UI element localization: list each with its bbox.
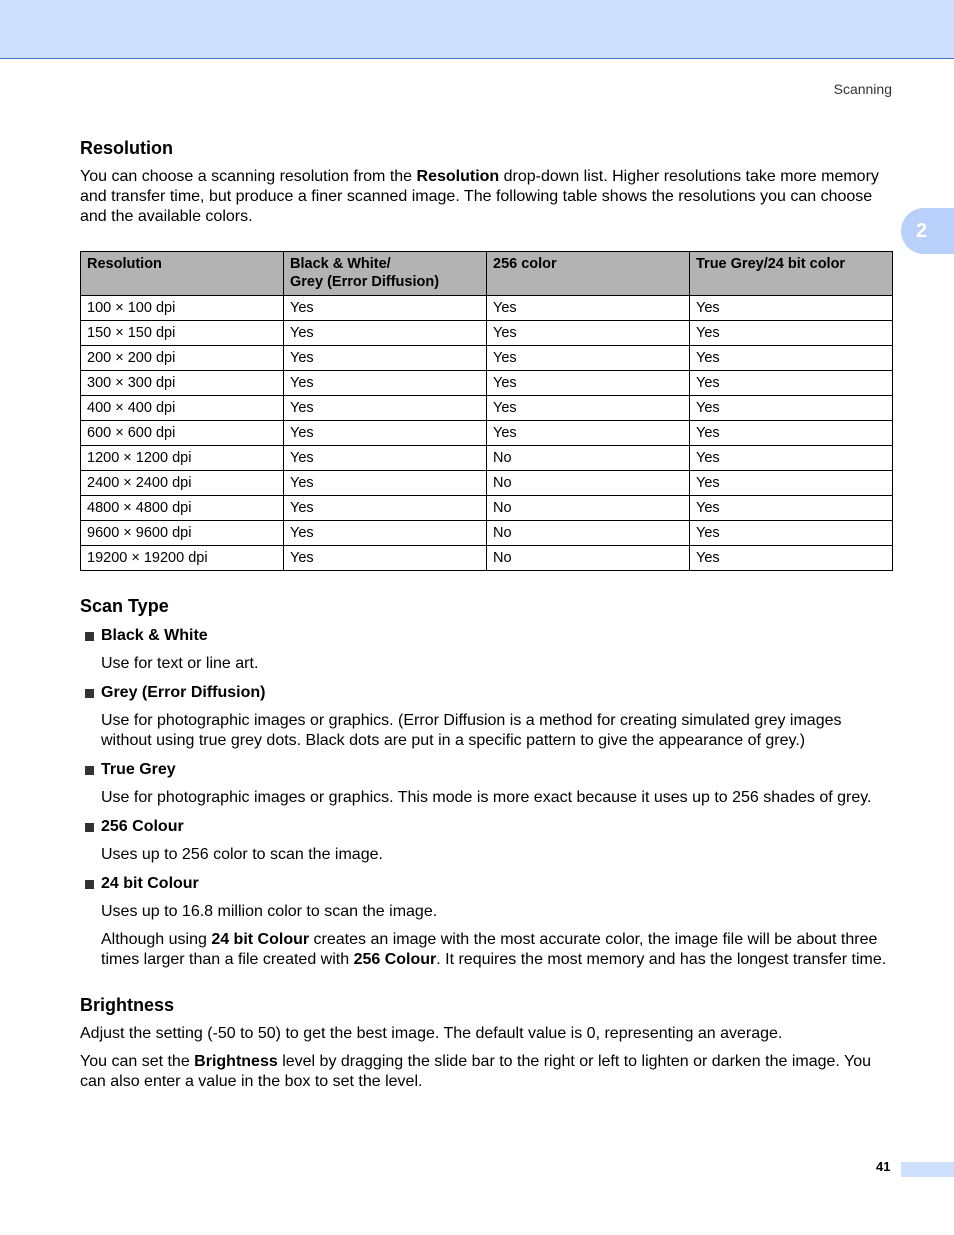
note-text-2: creates an image with the most accurate color, the image file will be about three times larger than a file created with [101, 931, 878, 968]
brightness-p2-text-2: level by dragging the slide bar to the right or left to lighten or darken the image. You can also enter a value in the box to set the level. [80, 1053, 872, 1090]
cell-true-grey: Yes [690, 396, 893, 421]
scan-type-24-bit-colour-note [80, 930, 892, 970]
brightness-p2-text-1: You can set the [80, 1053, 195, 1070]
cell-black-white: Yes [284, 471, 487, 496]
cell-256-color: Yes [487, 371, 690, 396]
cell-black-white: Yes [284, 446, 487, 471]
scan-type-black-white-desc: Use for text or line art. [101, 655, 259, 672]
table-header-row [81, 252, 893, 296]
cell-256-color: No [487, 521, 690, 546]
table-row [81, 521, 893, 546]
cell-black-white: Yes [284, 321, 487, 346]
page-content [80, 137, 892, 1092]
table-row [81, 496, 893, 521]
cell-black-white: Yes [284, 421, 487, 446]
cell-resolution: 300 × 300 dpi [81, 371, 284, 396]
resolution-heading: Resolution [80, 138, 173, 158]
table-row [81, 421, 893, 446]
scan-type-grey-error-diffusion: Grey (Error Diffusion) [80, 683, 892, 703]
cell-black-white: Yes [284, 371, 487, 396]
note-bold-1: 24 bit Colour [211, 931, 310, 948]
chapter-tab: 2 [901, 208, 954, 254]
cell-resolution: 2400 × 2400 dpi [81, 471, 284, 496]
scan-type-24-bit-colour: 24 bit Colour [80, 874, 892, 894]
cell-256-color: Yes [487, 396, 690, 421]
page-number: 41 [876, 1159, 891, 1174]
resolution-intro-text-1: You can choose a scanning resolution from the [80, 168, 417, 185]
table-body [81, 296, 893, 571]
scan-type-256-colour: 256 Colour [80, 817, 892, 837]
table-row [81, 321, 893, 346]
cell-true-grey: Yes [690, 546, 893, 571]
table-header-black-white [284, 252, 487, 296]
cell-256-color: Yes [487, 421, 690, 446]
cell-true-grey: Yes [690, 421, 893, 446]
cell-black-white: Yes [284, 521, 487, 546]
scan-type-true-grey-desc: Use for photographic images or graphics. This mode is more exact because it uses up to 256 shades of grey. [101, 789, 872, 806]
cell-256-color: No [487, 471, 690, 496]
cell-resolution: 200 × 200 dpi [81, 346, 284, 371]
cell-256-color: Yes [487, 346, 690, 371]
cell-black-white: Yes [284, 346, 487, 371]
running-head: Scanning [833, 81, 892, 97]
cell-true-grey: Yes [690, 471, 893, 496]
cell-true-grey: Yes [690, 296, 893, 321]
cell-true-grey: Yes [690, 521, 893, 546]
cell-true-grey: Yes [690, 321, 893, 346]
cell-resolution: 4800 × 4800 dpi [81, 496, 284, 521]
table-row [81, 546, 893, 571]
cell-256-color: Yes [487, 321, 690, 346]
note-bold-2: 256 Colour [353, 951, 437, 968]
resolution-intro [80, 167, 892, 227]
brightness-heading: Brightness [80, 995, 175, 1015]
cell-resolution: 9600 × 9600 dpi [81, 521, 284, 546]
cell-256-color: No [487, 546, 690, 571]
cell-black-white: Yes [284, 296, 487, 321]
scan-type-black-white: Black & White [80, 626, 892, 646]
note-text-1: Although using [101, 931, 212, 948]
cell-resolution: 19200 × 19200 dpi [81, 546, 284, 571]
cell-256-color: No [487, 496, 690, 521]
cell-black-white: Yes [284, 396, 487, 421]
scan-type-heading: Scan Type [80, 596, 169, 616]
table-row [81, 446, 893, 471]
table-row [81, 346, 893, 371]
table-header-bw-line2: Grey (Error Diffusion) [290, 274, 440, 290]
header-band [0, 0, 954, 59]
cell-true-grey: Yes [690, 496, 893, 521]
brightness-paragraph-2 [80, 1052, 892, 1092]
cell-black-white: Yes [284, 496, 487, 521]
table-header-256-color: 256 color [487, 252, 690, 296]
table-row [81, 296, 893, 321]
cell-256-color: Yes [487, 296, 690, 321]
resolution-table [80, 251, 893, 571]
table-header-true-grey: True Grey/24 bit color [690, 252, 893, 296]
scan-type-true-grey: True Grey [80, 760, 892, 780]
cell-true-grey: Yes [690, 371, 893, 396]
table-header-resolution: Resolution [81, 252, 284, 296]
table-row [81, 396, 893, 421]
resolution-intro-text-2: drop-down list. Higher resolutions take more memory and transfer time, but produce a finer scanned image. The following table shows the resolutions you can choose and the available colors. [80, 168, 879, 225]
cell-black-white: Yes [284, 546, 487, 571]
scan-type-24-bit-colour-desc: Uses up to 16.8 million color to scan the image. [101, 903, 438, 920]
brightness-paragraph-1: Adjust the setting (-50 to 50) to get the best image. The default value is 0, representing an average. [80, 1025, 783, 1042]
page-number-tab [901, 1162, 954, 1177]
cell-resolution: 100 × 100 dpi [81, 296, 284, 321]
cell-resolution: 1200 × 1200 dpi [81, 446, 284, 471]
brightness-p2-bold: Brightness [194, 1053, 278, 1070]
scan-type-256-colour-desc: Uses up to 256 color to scan the image. [101, 846, 383, 863]
table-row [81, 371, 893, 396]
cell-true-grey: Yes [690, 346, 893, 371]
table-header-bw-line1: Black & White/ [290, 256, 391, 272]
cell-resolution: 600 × 600 dpi [81, 421, 284, 446]
scan-type-grey-error-diffusion-desc: Use for photographic images or graphics. (Error Diffusion is a method for creating simulated grey images without using true grey dots. Black dots are put in a specific pattern to give the appearance of grey.) [101, 712, 842, 749]
note-text-3: . It requires the most memory and has the longest transfer time. [436, 951, 887, 968]
table-row [81, 471, 893, 496]
resolution-intro-bold: Resolution [416, 168, 500, 185]
cell-resolution: 150 × 150 dpi [81, 321, 284, 346]
cell-256-color: No [487, 446, 690, 471]
cell-resolution: 400 × 400 dpi [81, 396, 284, 421]
cell-true-grey: Yes [690, 446, 893, 471]
